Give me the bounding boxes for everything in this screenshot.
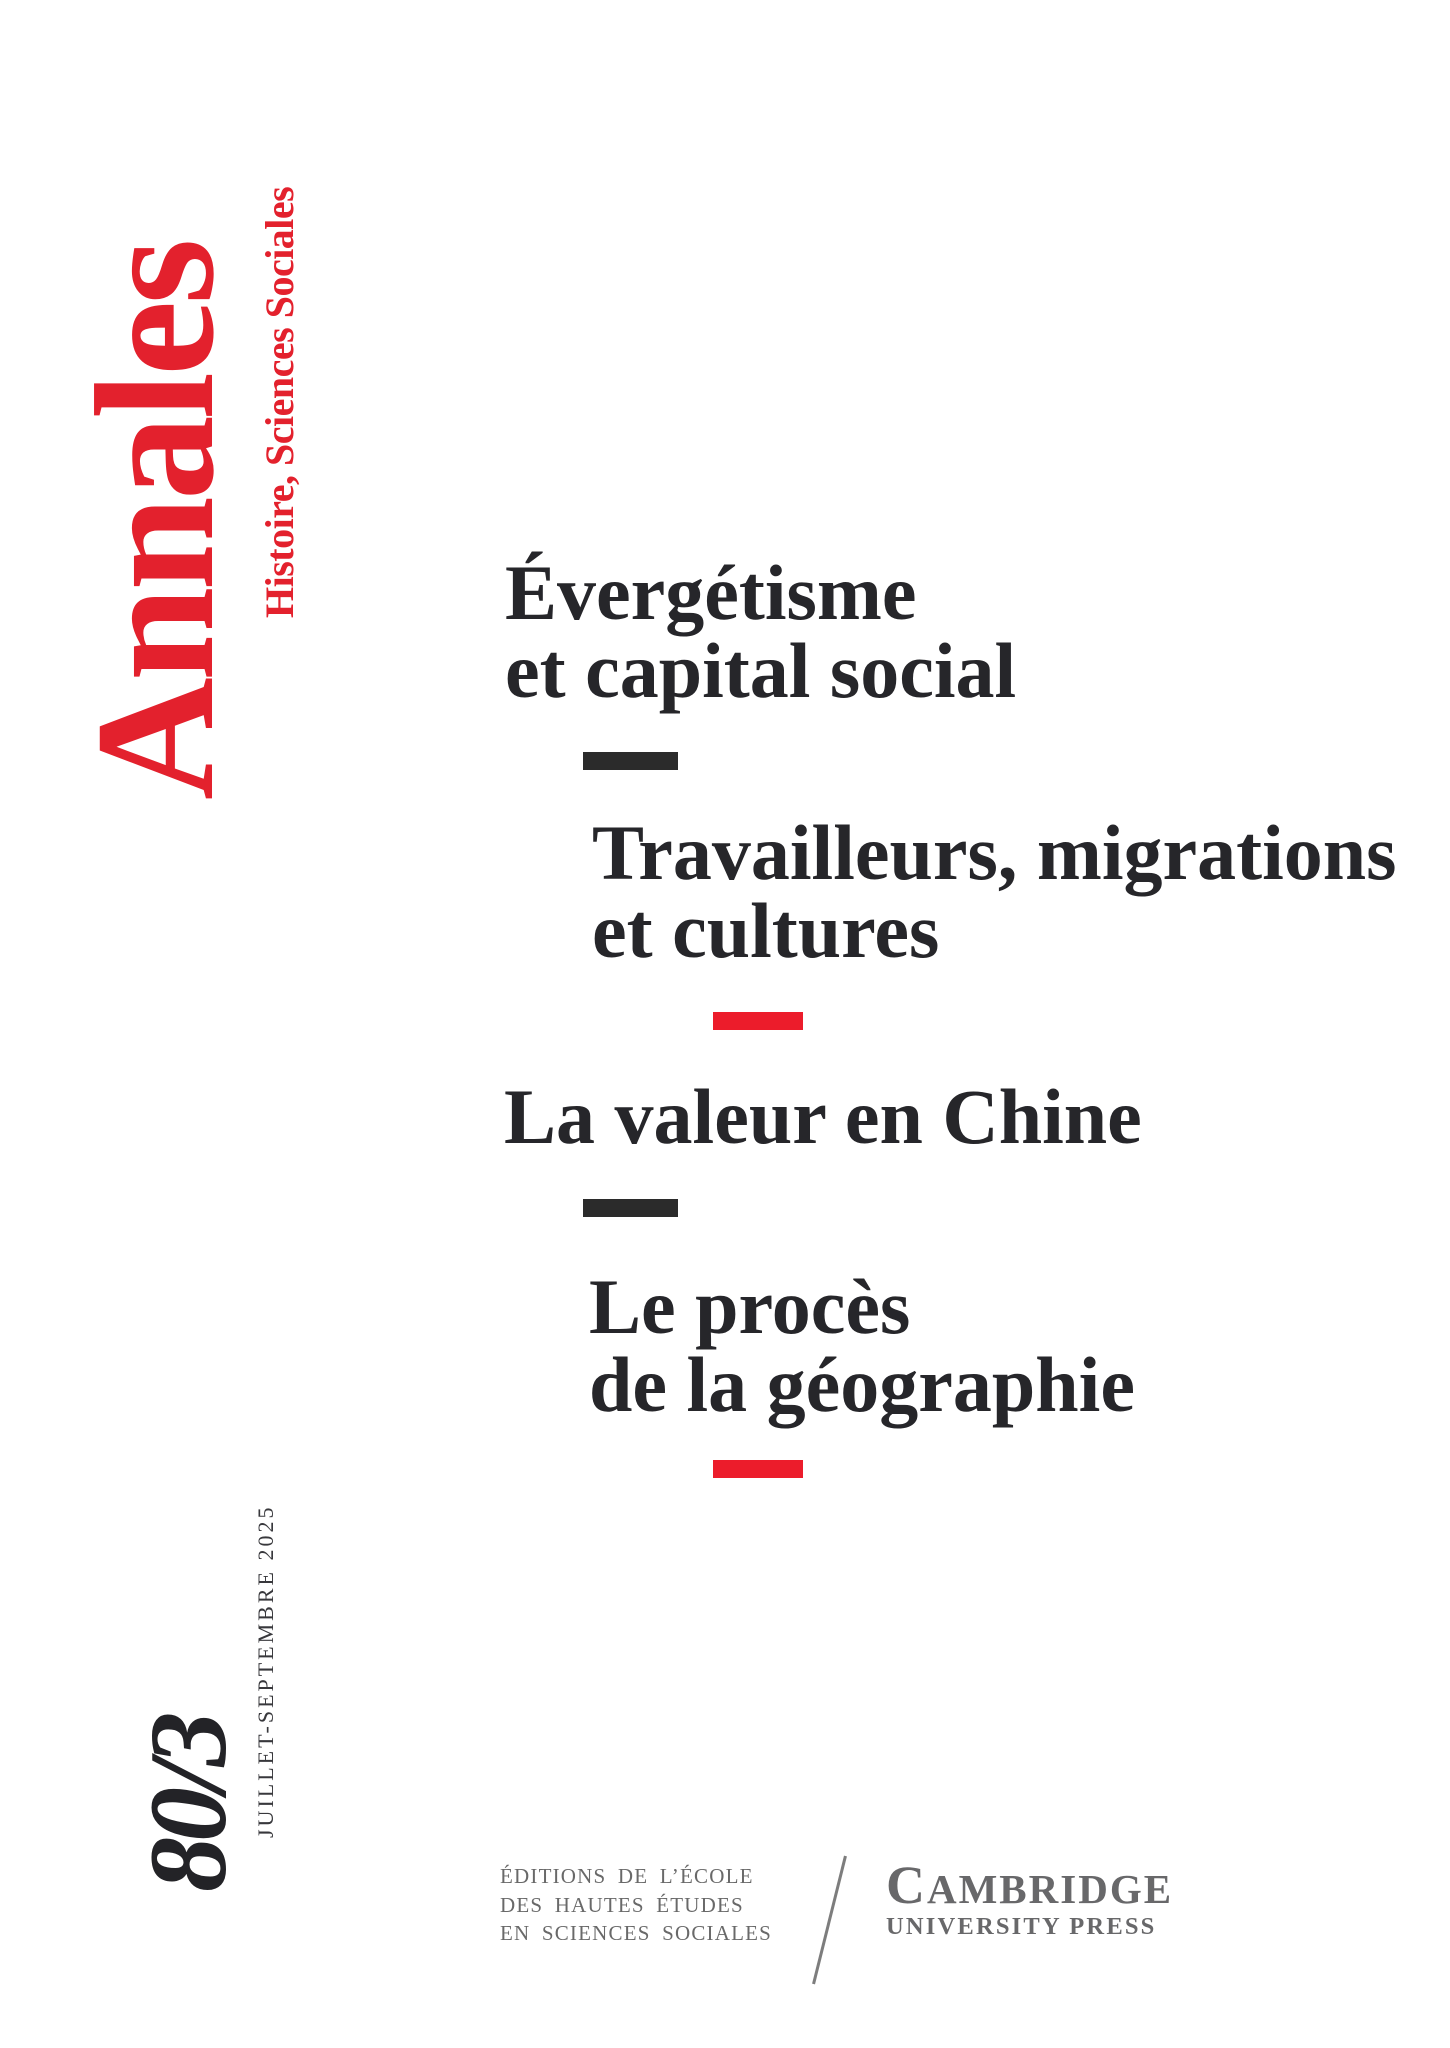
topic-line: Travailleurs, migrations bbox=[592, 809, 1397, 896]
topic-line: de la géographie bbox=[589, 1341, 1135, 1428]
publisher-ehess-line: DES HAUTES ÉTUDES bbox=[500, 1892, 744, 1917]
divider-dark-2 bbox=[583, 1199, 678, 1217]
topic-line: et cultures bbox=[592, 887, 940, 974]
publisher-cambridge-wordmark bbox=[886, 1855, 1174, 1915]
issue-volume-number: 80/3 bbox=[127, 1716, 249, 1892]
publisher-slash-divider bbox=[812, 1856, 847, 1985]
topic-line: La valeur en Chine bbox=[504, 1073, 1142, 1160]
divider-dark-1 bbox=[583, 752, 678, 770]
topic-line: Le procès bbox=[589, 1263, 911, 1350]
issue-period: JUILLET-SEPTEMBRE 2025 bbox=[253, 1504, 278, 1838]
journal-subtitle: Histoire, Sciences Sociales bbox=[257, 186, 302, 618]
publisher-cambridge-rest: AMBRIDGE bbox=[927, 1866, 1174, 1912]
publisher-cambridge-subline: UNIVERSITY PRESS bbox=[886, 1913, 1157, 1940]
publisher-ehess-line: EN SCIENCES SOCIALES bbox=[500, 1921, 773, 1945]
publisher-ehess-line: ÉDITIONS DE L’ÉCOLE bbox=[500, 1864, 754, 1888]
topic-travailleurs bbox=[592, 809, 1397, 974]
journal-title: Annales bbox=[61, 242, 249, 800]
topic-proces-geographie bbox=[589, 1263, 1135, 1428]
topic-line: Évergétisme bbox=[505, 549, 917, 636]
divider-red-1 bbox=[713, 1012, 803, 1030]
publisher-cambridge-initial: C bbox=[886, 1855, 927, 1915]
divider-red-2 bbox=[713, 1460, 803, 1478]
topic-valeur-chine bbox=[504, 1073, 1142, 1160]
publisher-cambridge bbox=[886, 1855, 1174, 1941]
topic-evergetisme bbox=[505, 549, 1017, 714]
publisher-ehess bbox=[500, 1862, 772, 1948]
topic-line: et capital social bbox=[505, 627, 1017, 714]
